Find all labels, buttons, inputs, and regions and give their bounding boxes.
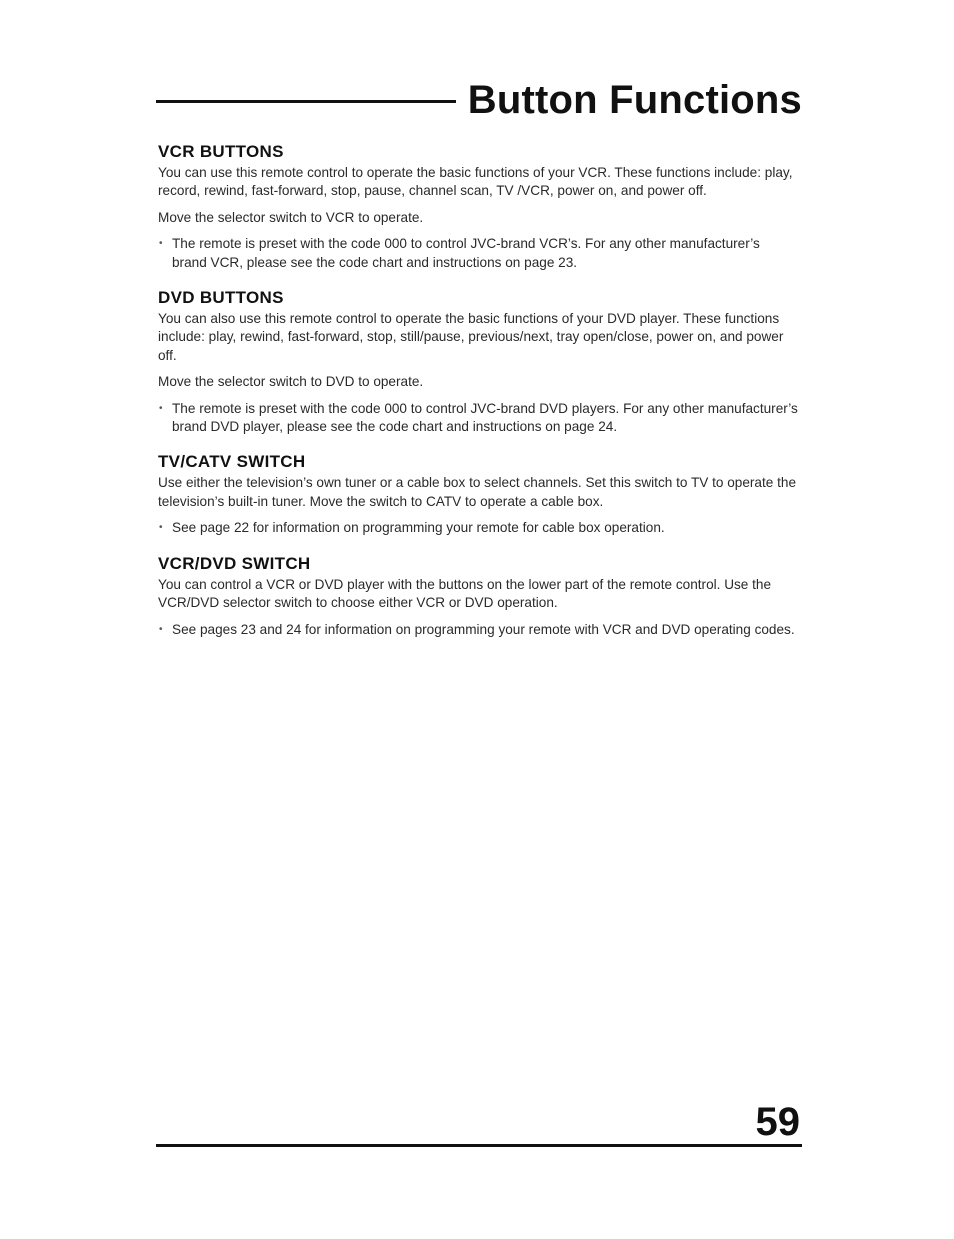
bullet-item xyxy=(158,235,798,272)
bullet-dot-icon: • xyxy=(159,522,163,534)
bullet-item xyxy=(158,519,798,537)
bullet-text: See page 22 for information on programming your remote for cable box operation. xyxy=(172,520,665,536)
section-vcr-buttons xyxy=(158,140,798,272)
bullet-item xyxy=(158,621,798,639)
bullet-dot-icon: • xyxy=(159,623,163,635)
header-rule xyxy=(156,100,456,103)
bullet-text: See pages 23 and 24 for information on programming your remote with VCR and DVD operating codes. xyxy=(172,621,795,637)
bullet-item xyxy=(158,400,798,437)
bullet-text: The remote is preset with the code 000 to control JVC-brand DVD players. For any other manufacturer’s brand DVD player, please see the code chart and instructions on page 24. xyxy=(172,400,798,435)
paragraph: You can use this remote control to operate the basic functions of your VCR. These functions include: play, record, rewind, fast-forward, stop, pause, channel scan, TV /VCR, power on, and power off. xyxy=(158,165,793,199)
section-vcr-dvd-switch xyxy=(158,552,798,639)
bullet-text: The remote is preset with the code 000 to control JVC-brand VCR’s. For any other manufacturer’s brand VCR, please see the code chart and instructions on page 23. xyxy=(172,236,760,270)
footer-rule xyxy=(156,1144,802,1147)
section-heading: VCR/DVD SWITCH xyxy=(158,553,311,573)
page-header xyxy=(156,72,802,132)
bullet-dot-icon: • xyxy=(159,238,163,250)
page-title: Button Functions xyxy=(467,78,802,122)
page-content xyxy=(158,140,798,653)
paragraph: Move the selector switch to DVD to operate. xyxy=(158,374,424,390)
paragraph: You can control a VCR or DVD player with the buttons on the lower part of the remote control. Use the VCR/DVD selector switch to choose either VCR or DVD operation. xyxy=(158,576,772,611)
paragraph: Use either the television’s own tuner or a cable box to select channels. Set this switch to TV to operate the television’s built-in tuner. Move the switch to CATV to operate a cable box. xyxy=(158,475,797,509)
paragraph: You can also use this remote control to operate the basic functions of your DVD player. These functions include: play, rewind, fast-forward, stop, still/pause, previous/next, tray open/close, power on, and power off. xyxy=(158,311,784,363)
section-heading: TV/CATV SWITCH xyxy=(158,452,306,472)
section-heading: VCR BUTTONS xyxy=(158,142,284,161)
page-number: 59 xyxy=(755,1100,800,1144)
section-tv-catv-switch xyxy=(158,450,798,537)
paragraph: Move the selector switch to VCR to operate. xyxy=(158,209,424,225)
section-heading: DVD BUTTONS xyxy=(158,288,284,308)
section-dvd-buttons xyxy=(158,286,798,436)
bullet-dot-icon: • xyxy=(159,402,163,414)
